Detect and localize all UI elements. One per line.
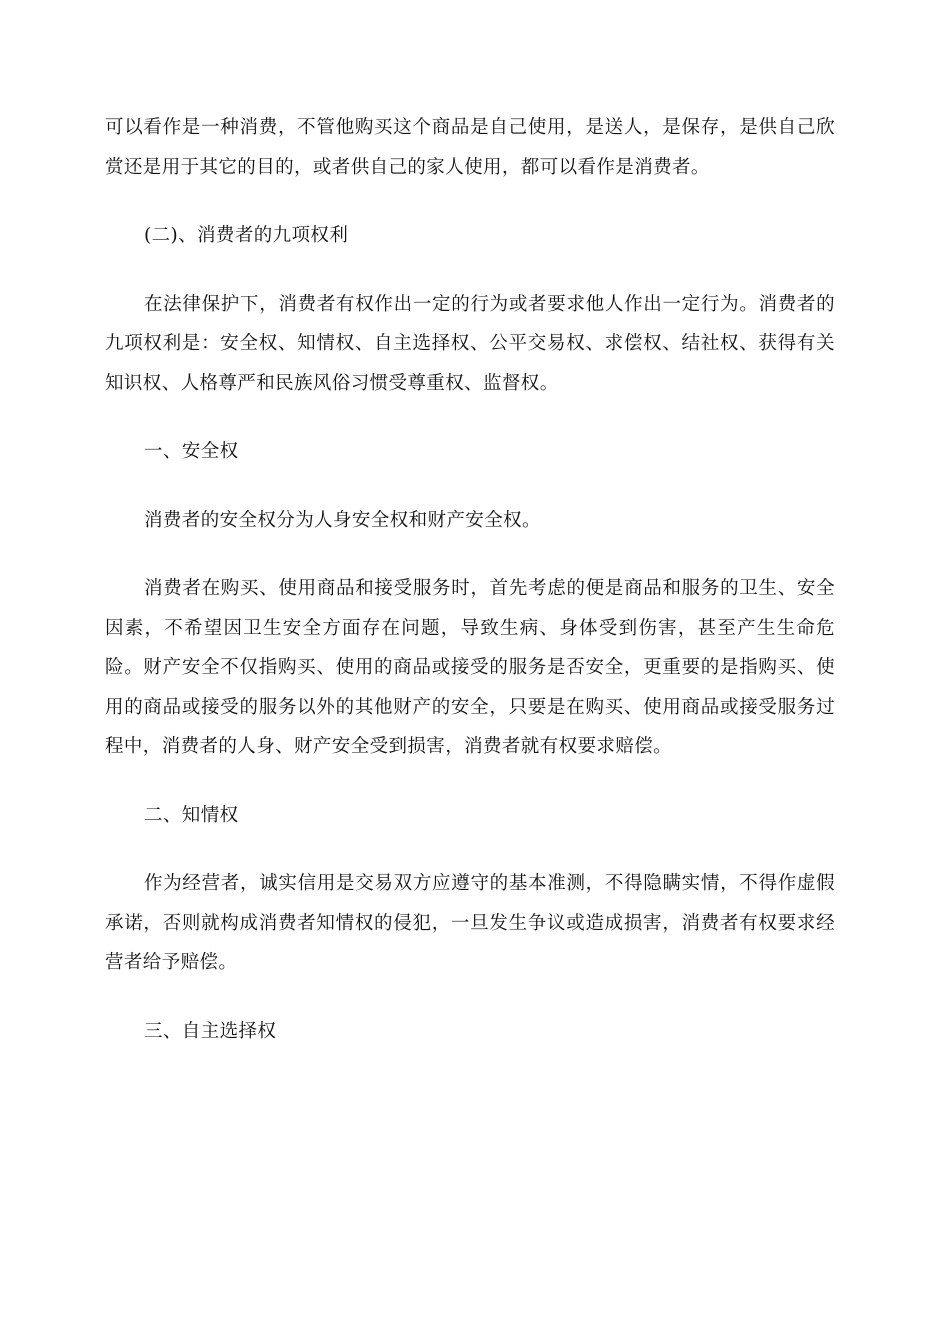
paragraph-safety-types: 消费者的安全权分为人身安全权和财产安全权。: [144, 509, 541, 531]
document-body: [105, 108, 835, 1051]
heading-free-choice: 三、自主选择权: [144, 1020, 277, 1042]
heading-nine-rights: (二)、消费者的九项权利: [144, 225, 349, 246]
paragraph-right-to-know: 作为经营者，诚实信用是交易双方应遵守的基本准测，不得隐瞒实情，不得作虚假承诺，否则就构成消费者知情权的侵犯，一旦发生争议或造成损害，消费者有权要求经营者给予赔偿。: [105, 873, 835, 973]
heading-right-to-know: 二、知情权: [144, 804, 239, 826]
paragraph-nine-rights: 在法律保护下，消费者有权作出一定的行为或者要求他人作出一定行为。消费者的九项权利是：安全权、知情权、自主选择权、公平交易权、求偿权、结社权、获得有关知识权、人格尊严和民族风俗习惯受尊重权、监督权。: [105, 293, 835, 394]
paragraph-consumer-definition: 可以看作是一种消费，不管他购买这个商品是自己使用，是送人，是保存，是供自己欣赏还是用于其它的目的，或者供自己的家人使用，都可以看作是消费者。: [105, 117, 835, 178]
heading-safety-right: 一、安全权: [144, 441, 239, 462]
paragraph-safety-detail: 消费者在购买、使用商品和接受服务时，首先考虑的便是商品和服务的卫生、安全因素，不希望因卫生安全方面存在问题，导致生病、身体受到伤害，甚至产生生命危险。财产安全不仅指购买、使用的商品或接受的服务是否安全，更重要的是指购买、使用的商品或接受的服务以外的其他财产的安全，只要是在购买、使用商品或接受服务过程中，消费者的人身、财产安全受到损害，消费者就有权要求赔偿。: [105, 578, 835, 757]
